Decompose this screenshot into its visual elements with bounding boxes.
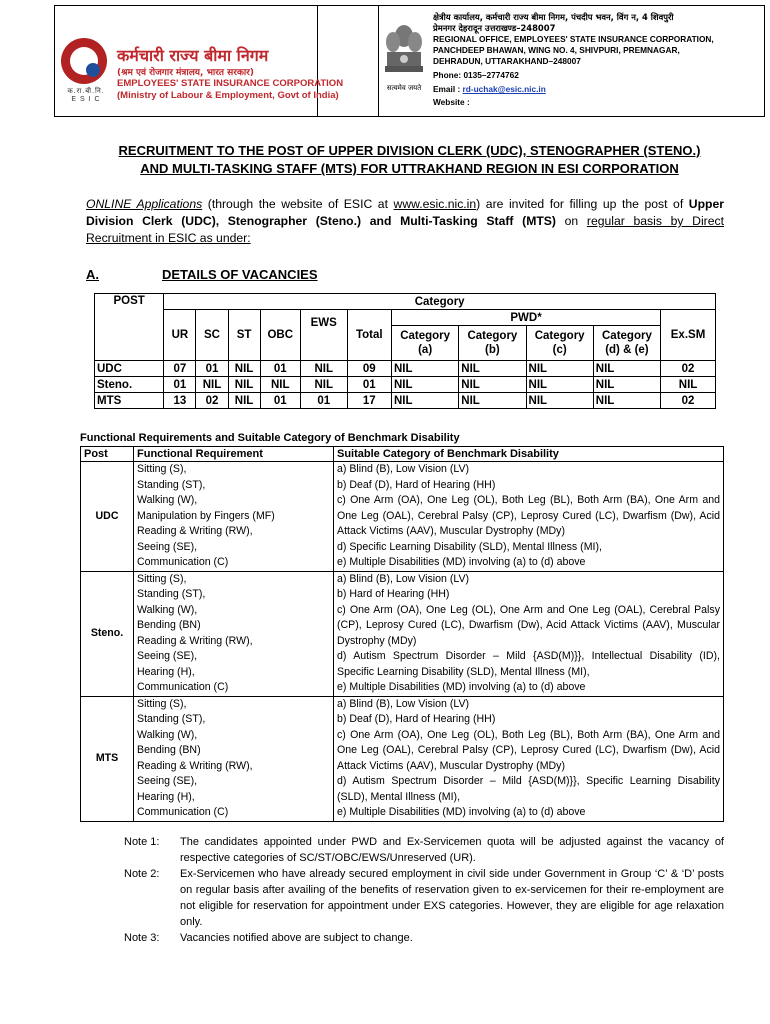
disability: c) One Arm (OA), One Leg (OL), Both Leg (BL), Both Arm (BA), One Arm and One Leg (OAL), Cerebral Palsy (CP), Leprosy Cured (LC), Dwarfism (Dw), Acid Attack Victims (AAV), Muscular Dystrophy (MDy) xyxy=(337,494,720,537)
cell: 01 xyxy=(300,393,347,409)
address-en-line3: DEHRADUN, UTTARAKHAND–248007 xyxy=(433,56,581,66)
cell: NIL xyxy=(593,393,660,409)
pwd-col-header: Category (d) & (e) xyxy=(593,326,660,361)
disability: d) Specific Learning Disability (SLD), Mental Illness (MI), xyxy=(337,540,602,553)
table-row xyxy=(81,462,724,572)
cell: NIL xyxy=(661,377,716,393)
note-text: Ex-Servicemen who have already secured employment in civil side under Government in Group ‘C’ & ‘D’ posts on regular basis after availing of the benefits of reservation given to ex-servicemen for their re-employment are not eligible for reservation for appointment under EXS categories. However, they are eligible for age relaxation only. xyxy=(180,868,724,928)
disability: a) Blind (B), Low Vision (LV) xyxy=(337,572,470,585)
title-line2: AND MULTI-TASKING STAFF (MTS) FOR UTTRAKHAND REGION IN ESI CORPORATION xyxy=(140,161,679,176)
email-label: Email : xyxy=(433,84,461,94)
cell: 02 xyxy=(661,361,716,377)
fr-header-post: Post xyxy=(81,447,134,462)
col-header: ST xyxy=(228,310,260,361)
col-header: Total xyxy=(347,310,392,361)
esic-logo-icon xyxy=(61,38,107,84)
note-item xyxy=(100,930,724,946)
note-label: Note 1: xyxy=(124,836,160,848)
address-hindi-line2: प्रेमनगर देहरादून उत्तराखण्ड–248007 xyxy=(433,23,556,33)
section-letter: A. xyxy=(86,267,99,282)
national-emblem-icon xyxy=(379,18,429,88)
cell: NIL xyxy=(459,361,526,377)
cell: NIL xyxy=(392,393,459,409)
requirement: Reading & Writing (RW), xyxy=(137,634,253,647)
row-post: UDC xyxy=(95,361,164,377)
intro-text: ) are invited for filling up the post of xyxy=(476,197,689,211)
fr-post: MTS xyxy=(81,696,134,821)
col-header: SC xyxy=(196,310,228,361)
intro-text: on xyxy=(555,214,587,228)
cell: NIL xyxy=(526,377,593,393)
fr-header-requirement: Functional Requirement xyxy=(134,447,334,462)
cell: 01 xyxy=(260,393,300,409)
org-ministry-hindi: (श्रम एवं रोजगार मंत्रालय, भारत सरकार) xyxy=(117,68,254,78)
phone-value: 0135–2774762 xyxy=(463,70,519,80)
disability: c) One Arm (OA), One Leg (OL), Both Leg (BL), Both Arm (BA), One Arm and One Leg (OAL), Cerebral Palsy (CP), Leprosy Cured (LC), Dwarfism (Dw), Acid Attack Victims (AAV), Muscular Dystrophy (MDy) xyxy=(337,728,720,772)
page-title xyxy=(54,142,765,178)
disability: e) Multiple Disabilities (MD) involving (a) to (d) above xyxy=(337,681,586,693)
requirement: Walking (W), xyxy=(137,494,198,506)
cell: NIL xyxy=(196,377,228,393)
cell: NIL xyxy=(300,361,347,377)
table-row xyxy=(95,377,716,393)
logo-caption: क.रा.बी.नि. E S I C xyxy=(67,88,105,103)
requirement: Sitting (S), xyxy=(137,697,187,710)
intro-paragraph xyxy=(86,196,724,247)
disability: d) Autism Spectrum Disorder – Mild {ASD(M)}}, Specific Learning Disability (SLD), Mental Illness (MI), xyxy=(337,775,720,803)
row-post: Steno. xyxy=(95,377,164,393)
section-title: DETAILS OF VACANCIES xyxy=(162,267,318,282)
col-header: UR xyxy=(164,310,196,361)
cell: NIL xyxy=(392,377,459,393)
note-text: The candidates appointed under PWD and Ex-Servicemen quota will be adjusted against the vacancy of respective categories of SC/ST/OBC/EWS/Unreserved (UR). xyxy=(180,836,724,864)
pwd-col-header: Category (b) xyxy=(459,326,526,361)
requirement: Standing (ST), xyxy=(137,588,206,600)
disability: a) Blind (B), Low Vision (LV) xyxy=(337,463,470,475)
cell: 01 xyxy=(260,361,300,377)
cell: NIL xyxy=(228,377,260,393)
requirement: Sitting (S), xyxy=(137,463,187,475)
cell: 02 xyxy=(661,393,716,409)
disability: e) Multiple Disabilities (MD) involving (a) to (d) above xyxy=(337,556,586,568)
cell: NIL xyxy=(228,393,260,409)
notes xyxy=(100,834,724,946)
address-en-line1: REGIONAL OFFICE, EMPLOYEES' STATE INSURANCE CORPORATION, xyxy=(433,34,714,44)
col-header: OBC xyxy=(260,310,300,361)
website-label: Website : xyxy=(433,97,470,107)
fr-header-disability: Suitable Category of Benchmark Disability xyxy=(334,447,724,462)
org-name-hindi: कर्मचारी राज्य बीमा निगम xyxy=(117,46,269,65)
disability: d) Autism Spectrum Disorder – Mild {ASD(M)}}, Intellectual Disability (ID), Specific Learning Disability (SLD), Mental Illness (MI), xyxy=(337,650,720,678)
requirement: Communication (C) xyxy=(137,681,229,693)
cell: NIL xyxy=(593,361,660,377)
requirement: Bending (BN) xyxy=(137,744,201,756)
intro-text: (through the website of ESIC at xyxy=(202,197,394,211)
requirement: Seeing (SE), xyxy=(137,650,198,662)
cell: NIL xyxy=(459,393,526,409)
requirement: Standing (ST), xyxy=(137,713,206,725)
cell: NIL xyxy=(392,361,459,377)
requirement: Hearing (H), xyxy=(137,790,195,803)
cell: 01 xyxy=(196,361,228,377)
cell: NIL xyxy=(526,393,593,409)
requirement: Walking (W), xyxy=(137,728,198,741)
cell: 02 xyxy=(196,393,228,409)
cell: 13 xyxy=(164,393,196,409)
org-ministry-english: (Ministry of Labour & Employment, Govt of India) xyxy=(117,90,339,101)
cell: NIL xyxy=(300,377,347,393)
fr-post: Steno. xyxy=(81,571,134,696)
website-link[interactable]: www.esic.nic.in xyxy=(393,197,477,211)
requirement: Manipulation by Fingers (MF) xyxy=(137,509,275,522)
requirement: Standing (ST), xyxy=(137,478,206,491)
disability: a) Blind (B), Low Vision (LV) xyxy=(337,697,470,710)
requirement: Hearing (H), xyxy=(137,665,195,678)
title-line1: RECRUITMENT TO THE POST OF UPPER DIVISION CLERK (UDC), STENOGRAPHER (STENO.) xyxy=(118,143,701,158)
requirement: Bending (BN) xyxy=(137,619,201,631)
disability: b) Deaf (D), Hard of Hearing (HH) xyxy=(337,713,496,725)
disability: c) One Arm (OA), One Leg (OL), One Arm and One Leg (OAL), Cerebral Palsy (CP), Leprosy Cured (LC), Dwarfism (Dw), Acid Attack Victims (AAV), Muscular Dystrophy (MDy) xyxy=(337,603,720,647)
phone-label: Phone: xyxy=(433,70,462,80)
cell: 07 xyxy=(164,361,196,377)
requirement: Walking (W), xyxy=(137,603,198,616)
col-header: EWS xyxy=(300,310,347,361)
cell: NIL xyxy=(526,361,593,377)
requirement: Seeing (SE), xyxy=(137,540,198,553)
fr-post: UDC xyxy=(81,462,134,572)
requirement: Reading & Writing (RW), xyxy=(137,759,253,772)
cell: NIL xyxy=(593,377,660,393)
cell: NIL xyxy=(459,377,526,393)
address-hindi-line1: क्षेत्रीय कार्यालय, कर्मचारी राज्य बीमा निगम, पंचदीप भवन, विंग न, 4 शिवपुरी xyxy=(433,12,674,22)
intro-basis: regular basis by Direct Recruitment in ESIC as under: xyxy=(86,214,724,245)
category-header: Category xyxy=(164,294,716,310)
pwd-col-header: Category (a) xyxy=(392,326,459,361)
office-address xyxy=(433,12,763,108)
note-item xyxy=(100,866,724,930)
requirement: Reading & Writing (RW), xyxy=(137,525,253,537)
cell: 09 xyxy=(347,361,392,377)
requirement: Sitting (S), xyxy=(137,572,187,585)
table-row xyxy=(81,571,724,696)
pwd-col-header: Category (c) xyxy=(526,326,593,361)
disability: e) Multiple Disabilities (MD) involving (a) to (d) above xyxy=(337,806,586,818)
org-name-english: EMPLOYEES' STATE INSURANCE CORPORATION xyxy=(117,78,344,89)
requirement: Communication (C) xyxy=(137,556,229,568)
functional-table xyxy=(80,446,724,822)
pwd-header: PWD* xyxy=(392,310,661,326)
note-label: Note 2: xyxy=(124,868,160,880)
exsm-header: Ex.SM xyxy=(661,310,716,361)
requirement: Seeing (SE), xyxy=(137,775,198,787)
intro-online: ONLINE Applications xyxy=(86,197,203,211)
note-label: Note 3: xyxy=(124,932,160,944)
letterhead xyxy=(54,5,765,117)
intro-posts: Upper Division Clerk (UDC), Stenographer (Steno.) and Multi-Tasking Staff (MTS) xyxy=(86,197,724,228)
cell: 17 xyxy=(347,393,392,409)
cell: 01 xyxy=(164,377,196,393)
disability: b) Hard of Hearing (HH) xyxy=(337,588,450,600)
functional-table-title: Functional Requirements and Suitable Category of Benchmark Disability xyxy=(80,432,460,444)
emblem-caption: सत्यमेव जयते xyxy=(386,84,422,92)
table-row xyxy=(95,393,716,409)
note-text: Vacancies notified above are subject to change. xyxy=(180,932,413,944)
disability: b) Deaf (D), Hard of Hearing (HH) xyxy=(337,478,496,491)
post-header: POST xyxy=(95,294,164,361)
vacancy-table xyxy=(94,293,716,409)
note-item xyxy=(100,834,724,866)
email-link[interactable]: rd-uchak@esic.nic.in xyxy=(462,84,546,94)
address-en-line2: PANCHDEEP BHAWAN, WING NO. 4, SHIVPURI, PREMNAGAR, xyxy=(433,45,680,55)
row-post: MTS xyxy=(95,393,164,409)
cell: NIL xyxy=(228,361,260,377)
cell: 01 xyxy=(347,377,392,393)
requirement: Communication (C) xyxy=(137,806,229,818)
cell: NIL xyxy=(260,377,300,393)
table-row xyxy=(81,696,724,821)
table-row xyxy=(95,361,716,377)
